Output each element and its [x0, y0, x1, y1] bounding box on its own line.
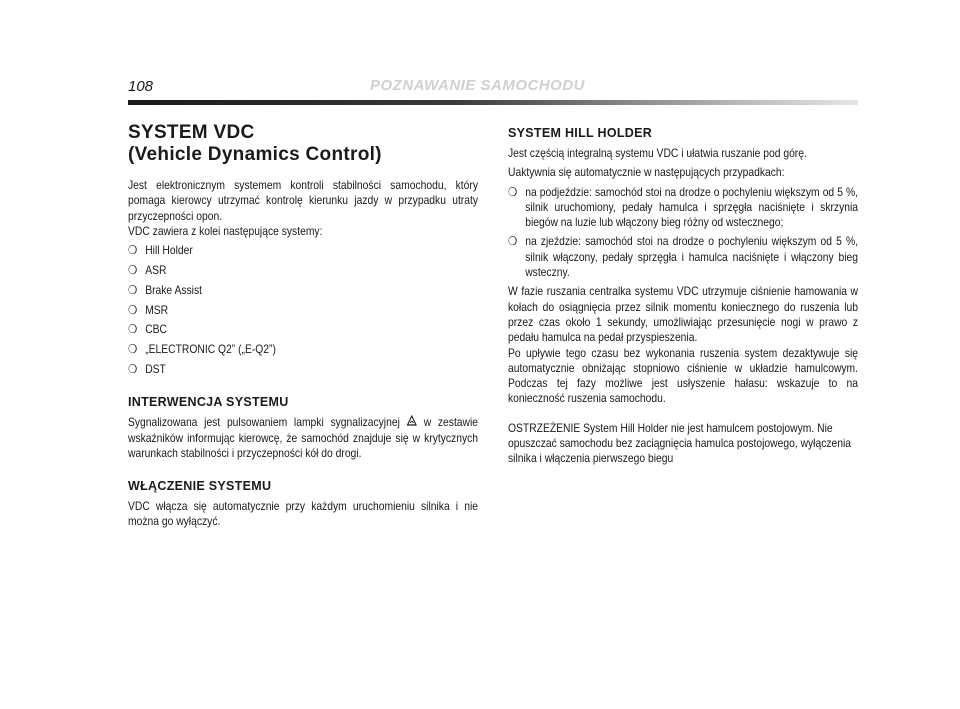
list-item: ❍ „ELECTRONIC Q2” („E-Q2”): [128, 342, 276, 357]
header-rule: [128, 100, 858, 105]
bullet-icon: ❍: [128, 361, 138, 376]
bullet-icon: ❍: [128, 342, 138, 357]
list-item: ❍ CBC: [128, 322, 167, 337]
intervention-text: Sygnalizowana jest pulsowaniem lampki sygnalizacyjnej w zestawie wskaźników informując kierowcę, że samochód znajduje się w krytycznych warunkach stabilności i przyczepności kół do drogi.: [128, 415, 479, 460]
list-item: ❍ Brake Assist: [128, 282, 202, 297]
vdc-title-line2: (Vehicle Dynamics Control): [128, 144, 382, 165]
list-item: ❍ DST: [128, 361, 166, 376]
vdc-title-line1: SYSTEM VDC: [128, 122, 255, 143]
section-title: POZNAWANIE SAMOCHODU: [370, 77, 586, 94]
hill-holder-p4: Po upływie tego czasu bez wykonania ruszenia system dezaktywuje się automatycznie obniżając stopniowo ciśnienie w układzie hamulcowym. Podczas tej fazy możliwe jest usłyszenie hałasu: wskazuje to na konieczność ruszenia samochodu.: [508, 345, 859, 406]
list-item: ❍ na podjeździe: samochód stoi na drodze o pochyleniu większym od 5 %, silnik uruchomiony, pedały hamulca i sprzęgła naciśnięte i skrzynia biegów na luzie lub włączony bieg różny od wstecznego;: [508, 184, 859, 230]
bullet-icon: ❍: [508, 234, 518, 249]
enable-text: VDC włącza się automatycznie przy każdym uruchomieniu silnika i nie można go wyłączyć.: [128, 499, 479, 529]
hill-holder-p2: Uaktywnia się automatycznie w następujących przypadkach:: [508, 165, 785, 180]
enable-heading: WŁĄCZENIE SYSTEMU: [128, 479, 272, 494]
vdc-warning-lamp-icon: [407, 415, 417, 427]
bullet-icon: ❍: [128, 262, 138, 277]
list-item: ❍ MSR: [128, 302, 169, 317]
list-item: ❍ ASR: [128, 262, 167, 277]
vdc-intro: Jest elektronicznym systemem kontroli stabilności samochodu, który pomaga kierowcy utrzymać kontrolę kierunku jazdy w przypadku utraty przyczepności opon.: [128, 178, 479, 223]
hill-holder-p1: Jest częścią integralną systemu VDC i ułatwia ruszanie pod górę.: [508, 146, 807, 160]
bullet-icon: ❍: [128, 243, 138, 258]
vdc-systems-intro: VDC zawiera z kolei następujące systemy:: [128, 223, 323, 238]
page-number: 108: [128, 78, 154, 95]
bullet-icon: ❍: [508, 184, 518, 199]
bullet-icon: ❍: [128, 282, 138, 297]
hill-holder-p3: W fazie ruszania centralka systemu VDC utrzymuje ciśnienie hamowania w kołach do osiągnięcia przez silnik momentu koniecznego do ruszenia lub przez czas około 1 sekundy, umożliwiając przesunięcie nogi w prawo z pedału hamulca na pedał przyspieszenia.: [508, 284, 859, 345]
hill-holder-heading: SYSTEM HILL HOLDER: [508, 126, 653, 140]
intervention-heading: INTERWENCJA SYSTEMU: [128, 395, 289, 410]
bullet-icon: ❍: [128, 302, 138, 317]
right-column: [508, 126, 858, 467]
hill-holder-warning: OSTRZEŻENIE System Hill Holder nie jest hamulcem postojowym. Nie opuszczać samochodu bez zaciągnięcia hamulca postojowego, wyłączenia silnika i włączenia pierwszego biegu: [508, 420, 852, 466]
list-item: ❍ na zjeździe: samochód stoi na drodze o pochyleniu większym od 5 %, silnik włączony, pedały sprzęgła i hamulca naciśnięte i włączony bieg wsteczny.: [508, 234, 859, 280]
list-item: ❍ Hill Holder: [128, 243, 193, 258]
bullet-icon: ❍: [128, 322, 138, 337]
vdc-systems-list: [128, 243, 478, 377]
left-column: [128, 122, 478, 530]
hill-holder-conditions: [508, 185, 858, 281]
